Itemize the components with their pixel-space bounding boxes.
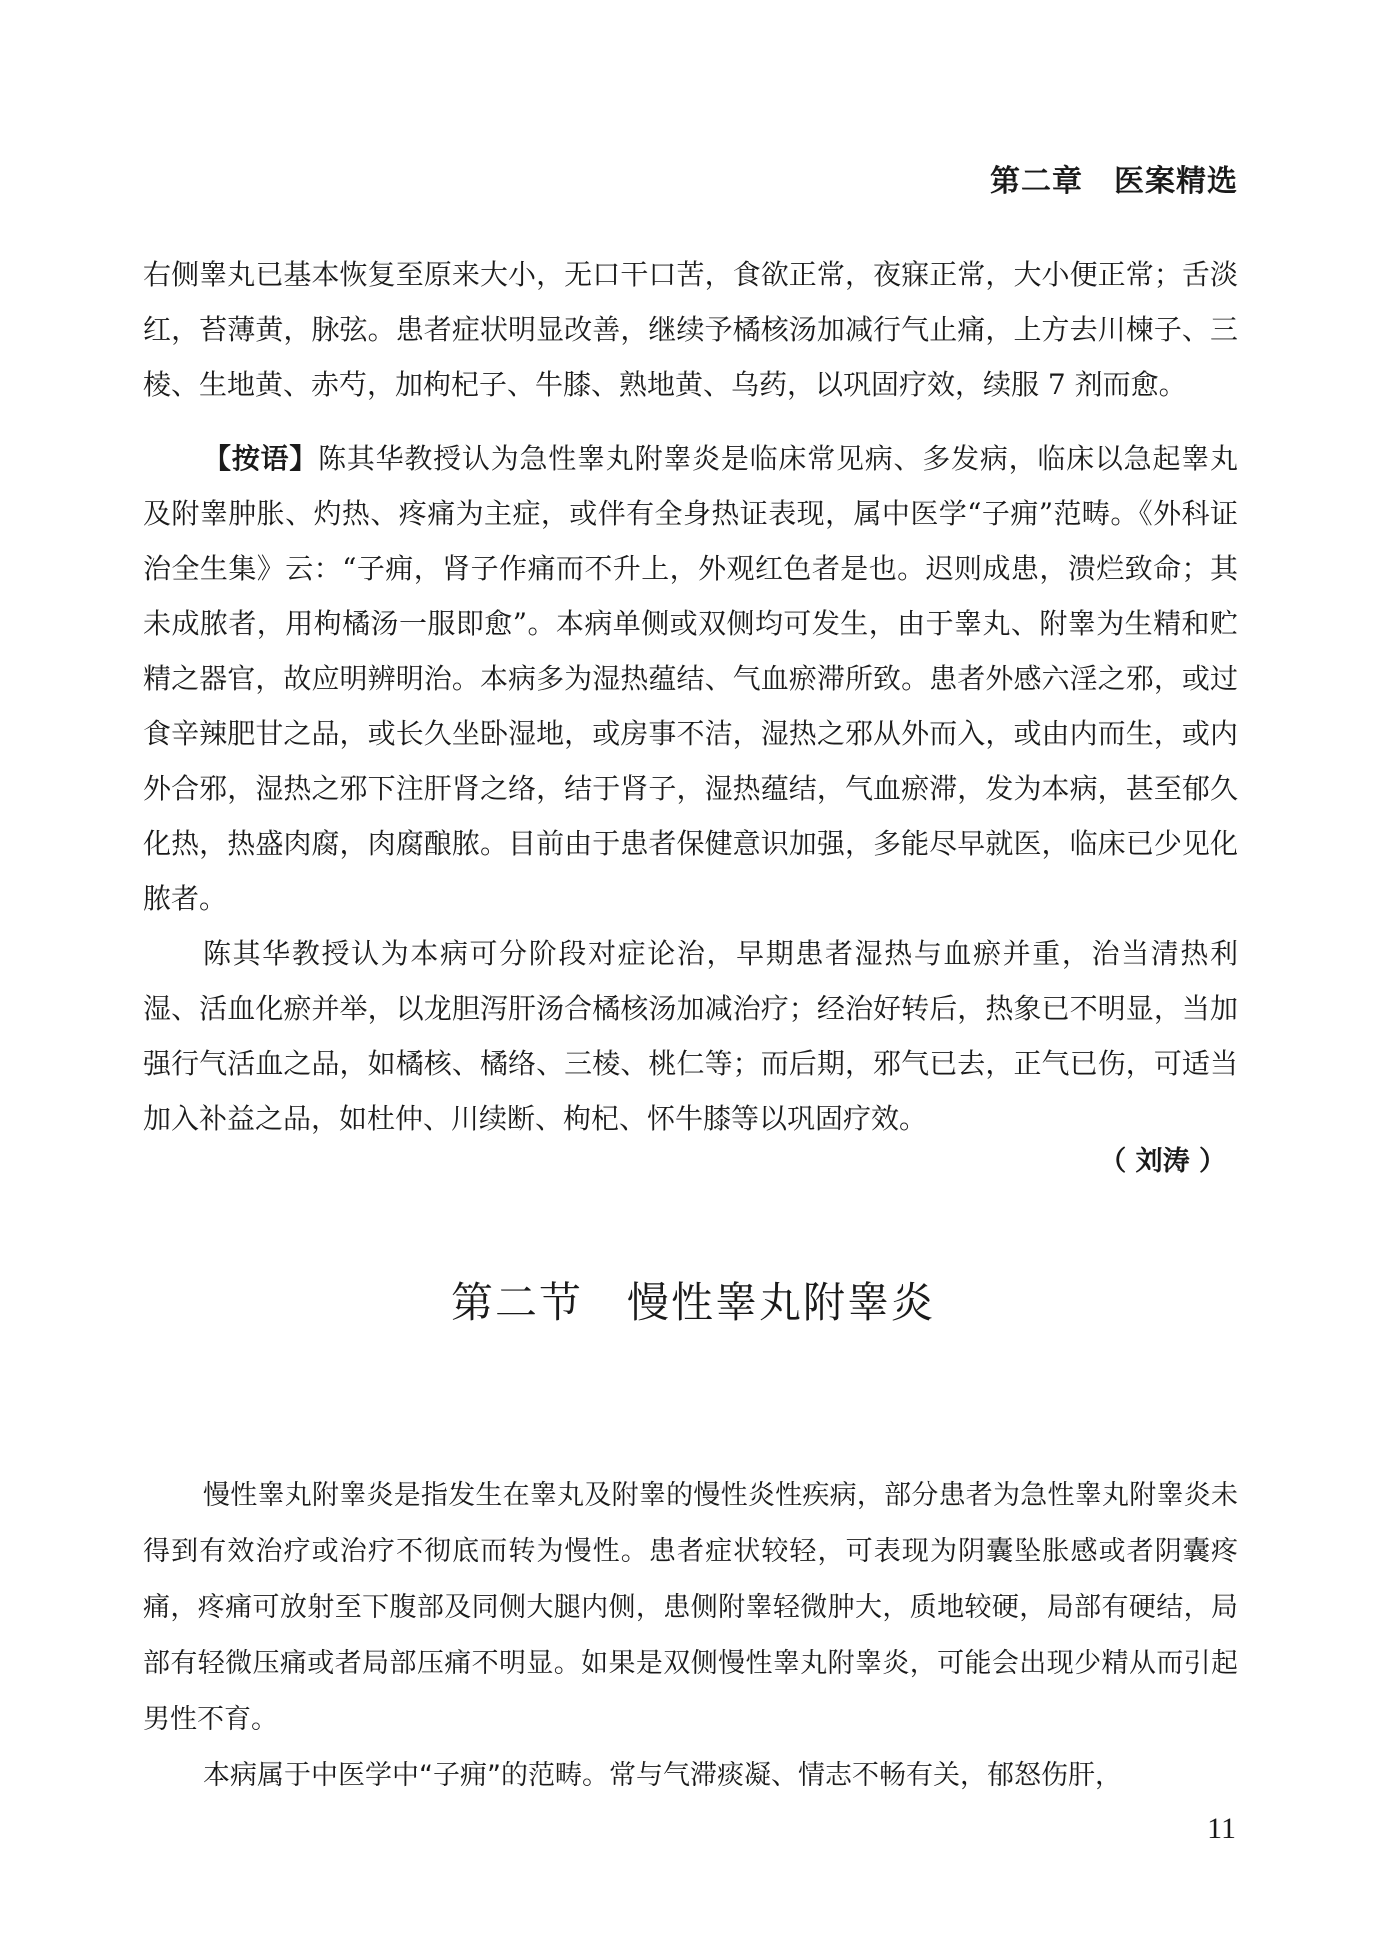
commentary-paragraph — [143, 431, 1238, 926]
commentary-section — [143, 431, 1238, 1146]
paragraph: 慢性睾丸附睾炎是指发生在睾丸及附睾的慢性炎性疾病，部分患者为急性睾丸附睾炎未得到有效治疗或治疗不彻底而转为慢性。患者症状较轻，可表现为阴囊坠胀感或者阴囊疼痛，疼痛可放射至下腹部及同侧大腿内侧，患侧附睾轻微肿大，质地较硬，局部有硬结，局部有轻微压痛或者局部压痛不明显。如果是双侧慢性睾丸附睾炎，可能会出现少精从而引起男性不育。 — [143, 1480, 1238, 1735]
section-title: 第二节 慢性睾丸附睾炎 — [450, 1278, 935, 1327]
author-attribution: （ 刘涛 ） — [1099, 1146, 1226, 1177]
commentary-text: 陈其华教授认为急性睾丸附睾炎是临床常见病、多发病，临床以急起睾丸及附睾肿胀、灼热、疼痛为主症，或伴有全身热证表现，属中医学“子痈”范畴。《外科证治全生集》云：“子痈，肾子作痛而不升上，外观红色者是也。迟则成患，溃烂致命；其未成脓者，用枸橘汤一服即愈”。本病单侧或双侧均可发生，由于睾丸、附睾为生精和贮精之器官，故应明辨明治。本病多为湿热蕴结、气血瘀滞所致。患者外感六淫之邪，或过食辛辣肥甘之品，或长久坐卧湿地，或房事不洁，湿热之邪从外而入，或由内而生，或内外合邪，湿热之邪下注肝肾之络，结于肾子，湿热蕴结，气血瘀滞，发为本病，甚至郁久化热，热盛肉腐，肉腐酿脓。目前由于患者保健意识加强，多能尽早就医，临床已少见化脓者。 — [143, 442, 1238, 915]
commentary-label: 【按语】 — [203, 442, 319, 475]
section-body — [143, 1468, 1238, 1804]
commentary-paragraph-2: 陈其华教授认为本病可分阶段对症论治，早期患者湿热与血瘀并重，治当清热利湿、活血化瘀并举，以龙胆泻肝汤合橘核汤加减治疗；经治好转后，热象已不明显，当加强行气活血之品，如橘核、橘络、三棱、桃仁等；而后期，邪气已去，正气已伤，可适当加入补益之品，如杜仲、川续断、枸杞、怀牛膝等以巩固疗效。 — [143, 937, 1238, 1135]
page-number: 11 — [1207, 1812, 1236, 1845]
paragraph: 右侧睾丸已基本恢复至原来大小，无口干口苦，食欲正常，夜寐正常，大小便正常；舌淡红，苔薄黄，脉弦。患者症状明显改善，继续予橘核汤加减行气止痛，上方去川楝子、三棱、生地黄、赤芍，加枸杞子、牛膝、熟地黄、乌药，以巩固疗效，续服 7 剂而愈。 — [143, 258, 1238, 401]
running-head: 第二章 医案精选 — [990, 164, 1238, 199]
case-continuation — [143, 247, 1238, 412]
paragraph: 本病属于中医学中“子痈”的范畴。常与气滞痰凝、情志不畅有关，郁怒伤肝， — [203, 1760, 1122, 1791]
